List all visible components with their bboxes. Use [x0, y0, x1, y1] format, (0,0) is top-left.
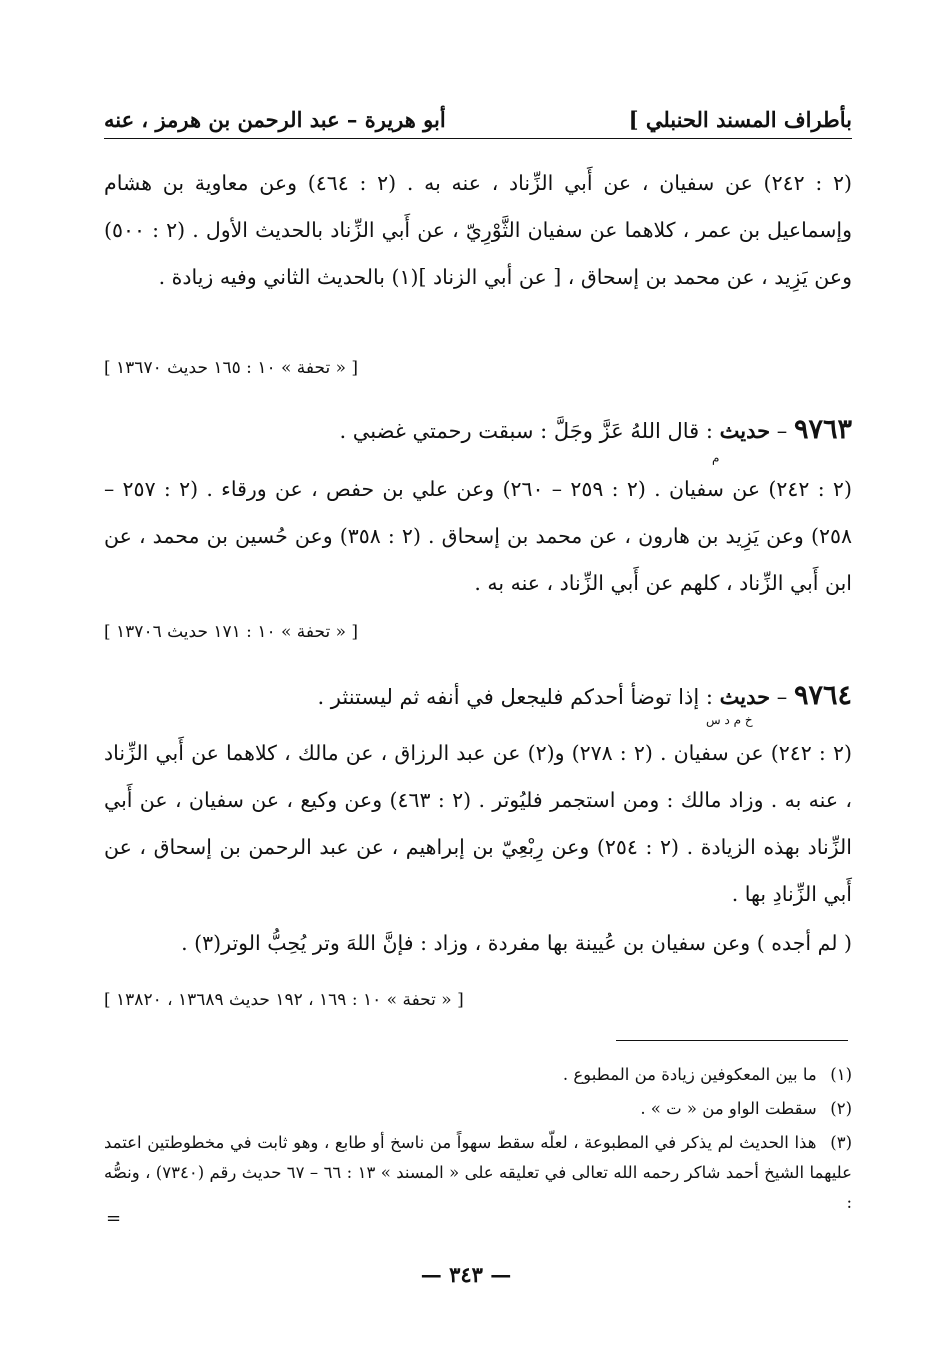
footnote-number: (٣) — [830, 1133, 853, 1152]
paragraph-1: (٢ : ٢٤٢) عن سفيان ، عن أَبي الزِّناد ، عنه به . (٢ : ٤٦٤) وعن معاوية بن هشام وإسماعيل بن عمر ، كلاهما عن سفيان الثَّوْرِيّ ، عن أَبي الزِّناد بالحديث الأول . (٢ : ٥٠٠) وعن يَزِيد ، عن محمد بن إسحاق ، [ عن أبي الزناد ](١) بالحديث الثاني وفيه زيادة . — [104, 171, 852, 289]
hadith-text: : قال اللهُ عَزَّ وجَلَّ : سبقت رحمتي غضبي . — [339, 419, 713, 443]
footnote-number: (١) — [830, 1065, 852, 1084]
header-rule — [104, 138, 852, 139]
hadith-text: : إذا توضأ أحدكم فليجعل في أنفه ثم ليستنثر . — [317, 685, 713, 709]
hadith-number: ٩٧٦٣ — [793, 414, 852, 445]
hadith-label: حديث — [719, 684, 771, 709]
tuhfa-reference-2-text: [ « تحفة » ١٠ : ١٧١ حديث ١٣٧٠٦ ] — [104, 622, 359, 642]
footnote-text: ما بين المعكوفين زيادة من المطبوع . — [562, 1065, 817, 1084]
footnote-text: سقطت الواو من « ت » . — [640, 1099, 817, 1118]
hadith-9763-sigla: م — [712, 451, 720, 465]
footnote-3 — [104, 1128, 852, 1218]
header-right: بأطراف المسند الحنبلي ] — [628, 107, 852, 132]
running-header — [104, 96, 852, 132]
page-number: — ٣٤٣ — — [420, 1262, 512, 1287]
footnote-rule — [616, 1040, 848, 1041]
footnote-2 — [104, 1094, 852, 1124]
footnote-number: (٢) — [830, 1099, 852, 1118]
tuhfa-reference-1 — [104, 358, 852, 378]
continuation-mark: = — [106, 1208, 122, 1229]
footnote-text: هذا الحديث لم يذكر في المطبوعة ، لعلّه سقط سهواً من ناسخ أو طابع ، وهو ثابت في مخطوطتين اعتمد عليهما الشيخ أحمد شاكر رحمه الله تعالى في تعليقه على « المسند » ١٣ : ٦٦ – ٦٧ حديث رقم (٧٣٤٠) ، ونصُّه : — [104, 1133, 852, 1212]
tuhfa-reference-3-text: [ « تحفة » ١٠ : ١٦٩ ، ١٩٢ حديث ١٣٦٨٩ ، ١٣٨٢٠ ] — [104, 990, 464, 1010]
tuhfa-reference-2 — [104, 622, 852, 642]
footnote-1 — [104, 1060, 852, 1090]
hadith-9764-sigla: خ م د س — [706, 713, 753, 727]
paragraph-2: (٢ : ٢٤٢) عن سفيان . (٢ : ٢٥٩ – ٢٦٠) وعن علي بن حفص ، عن ورقاء . (٢ : ٢٥٧ – ٢٥٨) وعن يَزِيد بن هارون ، عن محمد بن إسحاق . (٢ : ٣٥٨) وعن حُسين بن محمد ، عن ابن أَبي الزِّناد ، كلهم عن أَبي الزِّناد ، عنه به . — [104, 477, 852, 595]
hadith-label: حديث — [719, 418, 771, 443]
hadith-9764-heading: ٩٧٦٤ – حديث : إذا توضأ أحدكم فليجعل في أنفه ثم ليستنثر . — [317, 680, 852, 711]
tuhfa-reference-1-text: [ « تحفة » ١٠ : ١٦٥ حديث ١٣٦٧٠ ] — [104, 358, 359, 378]
header-left: أبو هريرة – عبد الرحمن بن هرمز ، عنه — [104, 107, 446, 132]
hadith-9763-heading: ٩٧٦٣ – حديث : قال اللهُ عَزَّ وجَلَّ : سبقت رحمتي غضبي . — [339, 414, 852, 445]
tuhfa-reference-3 — [104, 990, 852, 1010]
paragraph-3: (٢ : ٢٤٢) عن سفيان . (٢ : ٢٧٨) و(٢) عن عبد الرزاق ، عن مالك ، كلاهما عن أَبي الزِّناد ، عنه به . وزاد مالك : ومن استجمر فليُوتر . (٢ : ٤٦٣) وعن وكيع ، عن سفيان ، عن أَبي الزِّناد بهذه الزيادة . (٢ : ٢٥٤) وعن رِبْعِيّ بن إبراهيم ، عن عبد الرحمن بن إسحاق ، عن أَبي الزِّنادِ بها . — [104, 741, 853, 906]
paragraph-4: ( لم أجده ) وعن سفيان بن عُيينة بها مفردة ، وزاد : فإنَّ اللهَ وتر يُحِبُّ الوتر(٣) . — [181, 931, 852, 955]
hadith-number: ٩٧٦٤ — [793, 680, 852, 711]
